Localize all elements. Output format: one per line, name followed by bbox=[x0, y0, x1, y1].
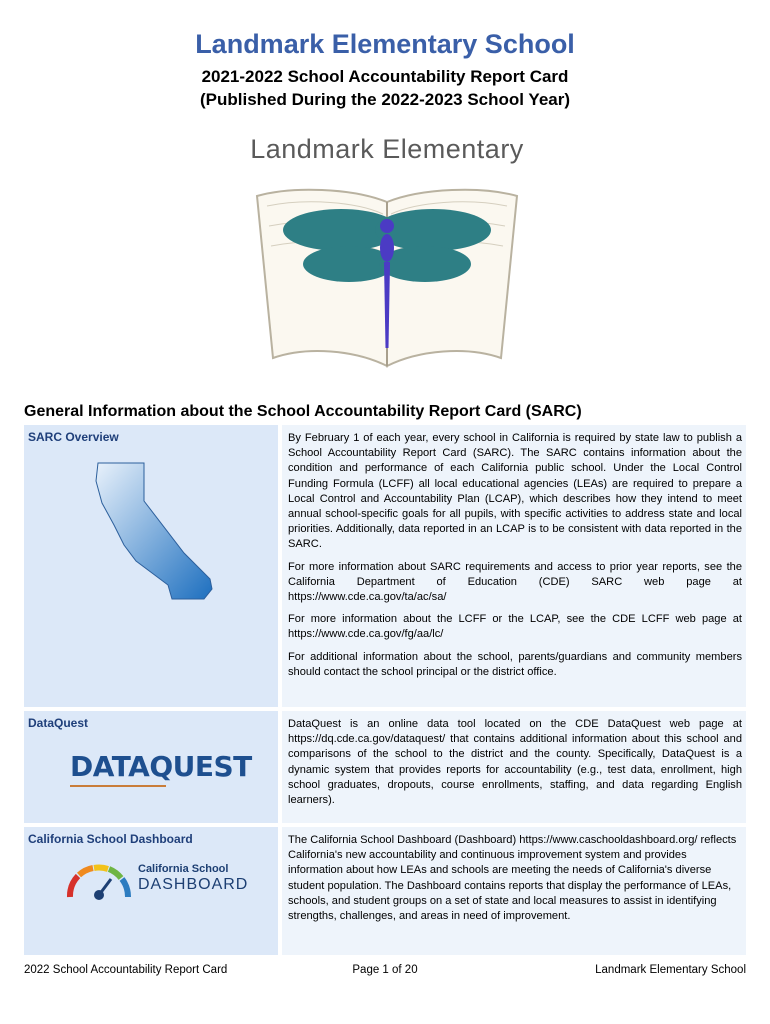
paragraph: The California School Dashboard (Dashboard) https://www.caschooldashboard.org/ reflects California's new accountability and continuous improvement system and provides information about how LEAs and schools are meeting the needs of California's diverse student population. The Dashboard contains reports that display the performance of LEAs, schools, and student groups on a set of state and local measures to assist in identifying strengths, challenges, and areas in need of improvement. bbox=[288, 834, 737, 923]
paragraph: For more information about SARC requirements and access to prior year reports, see the California Department of Education (CDE) SARC web page at https://www.cde.ca.gov/ta/ac/sa/ bbox=[288, 560, 742, 604]
dashboard-logo-line2: DASHBOARD bbox=[138, 876, 249, 893]
section-title: General Information about the School Accountability Report Card (SARC) bbox=[24, 403, 582, 420]
row-label: DataQuest bbox=[28, 716, 89, 730]
dataquest-logo-text: DATAQUEST bbox=[70, 750, 252, 783]
dragonfly-book-icon bbox=[237, 170, 537, 380]
california-map-icon bbox=[92, 457, 222, 607]
row-description bbox=[282, 827, 746, 955]
report-title: 2021-2022 School Accountability Report Card bbox=[201, 67, 569, 86]
table-row bbox=[24, 827, 746, 955]
row-description bbox=[282, 425, 746, 707]
dataquest-logo bbox=[70, 750, 252, 801]
paragraph: For more information about the LCFF or the LCAP, see the CDE LCFF web page at https://www.cde.ca.gov/fg/aa/lc/ bbox=[288, 613, 742, 641]
paragraph: By February 1 of each year, every school in California is required by state law to publish a School Accountability Report Card (SARC). The SARC contains information about the condition and performance of each California public school. Under the Local Control Funding Formula (LCFF) all local educational agencies (LEAs) are required to prepare a Local Control and Accountability Plan (LCAP), which describes how they intend to meet annual school-specific goals for all pupils, with specific activities to address state and local priorities. Additionally, data reported in an LCAP is to be consistent with data reported in the SARC. bbox=[288, 432, 742, 551]
row-label-cell bbox=[24, 711, 278, 823]
row-label: California School Dashboard bbox=[28, 832, 193, 846]
published-line: (Published During the 2022-2023 School Year) bbox=[199, 90, 571, 109]
paragraph: DataQuest is an online data tool located on the CDE DataQuest web page at https://dq.cde.ca.gov/dataquest/ that contains additional information about this school and comparisons of the school to the district and the county. Specifically, DataQuest is a dynamic system that provides reports for accountability (e.g., test data, enrollment, high school graduates, dropouts, course enrollments, staffing, and data regarding English learners). bbox=[288, 718, 742, 807]
row-description bbox=[282, 711, 746, 823]
footer-left: 2022 School Accountability Report Card bbox=[24, 964, 228, 976]
row-label: SARC Overview bbox=[28, 430, 119, 444]
row-label-cell bbox=[24, 827, 278, 955]
table-row bbox=[24, 425, 746, 707]
paragraph: For additional information about the school, parents/guardians and community members should contact the school principal or the district office. bbox=[288, 650, 742, 678]
gauge-icon bbox=[64, 859, 134, 903]
footer-right: Landmark Elementary School bbox=[595, 964, 746, 976]
row-label-cell bbox=[24, 425, 278, 707]
footer-page-number: Page 1 of 20 bbox=[352, 964, 418, 976]
school-name-title: Landmark Elementary School bbox=[195, 29, 575, 59]
dashboard-logo-line1: California School bbox=[138, 863, 229, 875]
table-row bbox=[24, 711, 746, 823]
dashboard-logo bbox=[64, 859, 254, 909]
logo-text: Landmark Elementary bbox=[250, 134, 524, 164]
school-logo bbox=[237, 130, 537, 380]
